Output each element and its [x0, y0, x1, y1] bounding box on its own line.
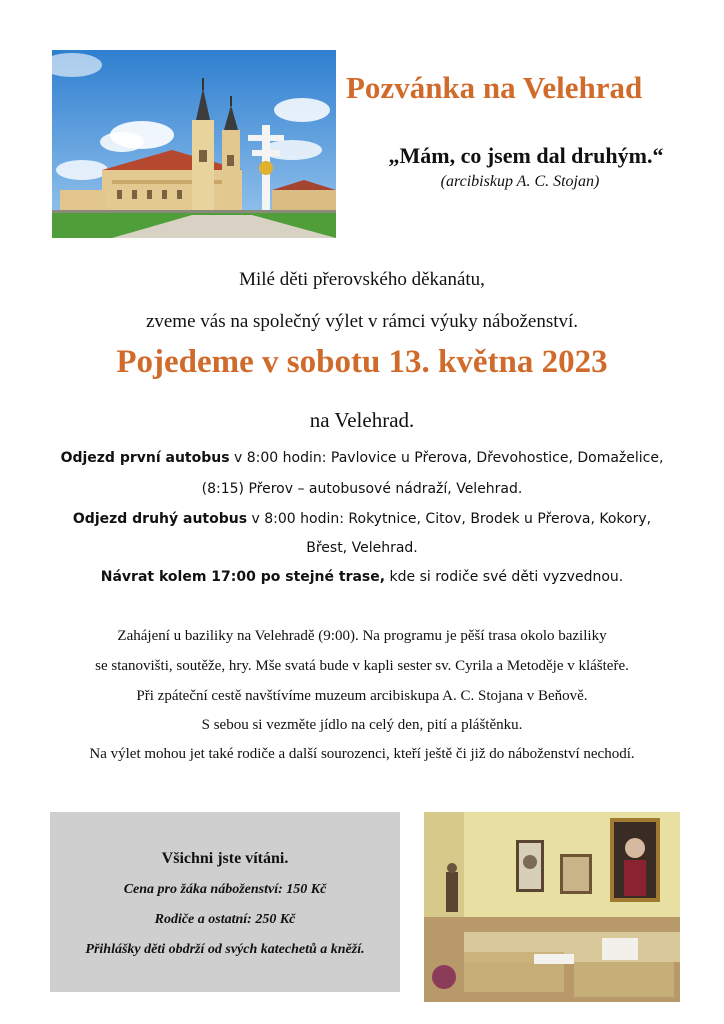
bus2-schedule: [0, 511, 724, 527]
bus2-time: v 8:00 hodin:: [247, 511, 349, 527]
destination-line: na Velehrad.: [309, 408, 415, 432]
invitation-line: zveme vás na společný výlet v rámci výuky náboženství.: [145, 311, 579, 332]
bus1-label: Odjezd první autobus: [60, 450, 230, 466]
program-line: Zahájení u baziliky na Velehradě (9:00). Na programu je pěší trasa okolo baziliky: [117, 628, 607, 644]
program-line: se stanovišti, soutěže, hry. Mše svatá bude v kapli sester sv. Cyrila a Metoděje v klášteře.: [95, 658, 629, 674]
info-box: [50, 812, 400, 992]
bus2-label: Odjezd druhý autobus: [72, 511, 248, 527]
greeting-line: Milé děti přerovského děkanátu,: [239, 269, 485, 290]
bus1-time: v 8:00 hodin:: [229, 450, 331, 466]
bus2-stops: Rokytnice, Citov, Brodek u Přerova, Kokory,: [348, 511, 652, 527]
program-line: S sebou si vezměte jídlo na celý den, pití a pláštěnku.: [201, 717, 523, 733]
bus1-schedule: [0, 450, 724, 466]
signup-note: Přihlášky děti obdrží od svých katechetů a kněží.: [85, 942, 365, 957]
trip-date-heading: Pojedeme v sobotu 13. května 2023: [116, 344, 608, 380]
program-line: Při zpáteční cestě navštívíme muzeum arcibiskupa A. C. Stojana v Beňově.: [136, 688, 588, 704]
pupil-price: Cena pro žáka náboženství: 150 Kč: [123, 882, 327, 897]
bus1-stops: Pavlovice u Přerova, Dřevohostice, Domaželice,: [330, 450, 664, 466]
return-info: [0, 569, 724, 585]
welcome-text: Všichni jste vítáni.: [161, 850, 289, 867]
motto-quote: „Mám, co jsem dal druhým.“: [388, 143, 664, 168]
parents-price: Rodiče a ostatní: 250 Kč: [154, 912, 296, 927]
return-note: kde si rodiče své děti vyzvednou.: [385, 569, 624, 585]
museum-photo: [424, 812, 680, 1002]
basilica-photo: [52, 50, 336, 238]
quote-author: (arcibiskup A. C. Stojan): [440, 173, 600, 190]
program-line: Na výlet mohou jet také rodiče a další sourozenci, kteří ještě či již do náboženství nechodí.: [89, 746, 635, 762]
bus1-stops-continued: (8:15) Přerov – autobusové nádraží, Velehrad.: [201, 481, 523, 497]
bus2-stops-continued: Břest, Velehrad.: [306, 540, 418, 556]
page-title: Pozvánka na Velehrad: [346, 70, 643, 105]
return-label: Návrat kolem 17:00 po stejné trase,: [100, 569, 386, 585]
